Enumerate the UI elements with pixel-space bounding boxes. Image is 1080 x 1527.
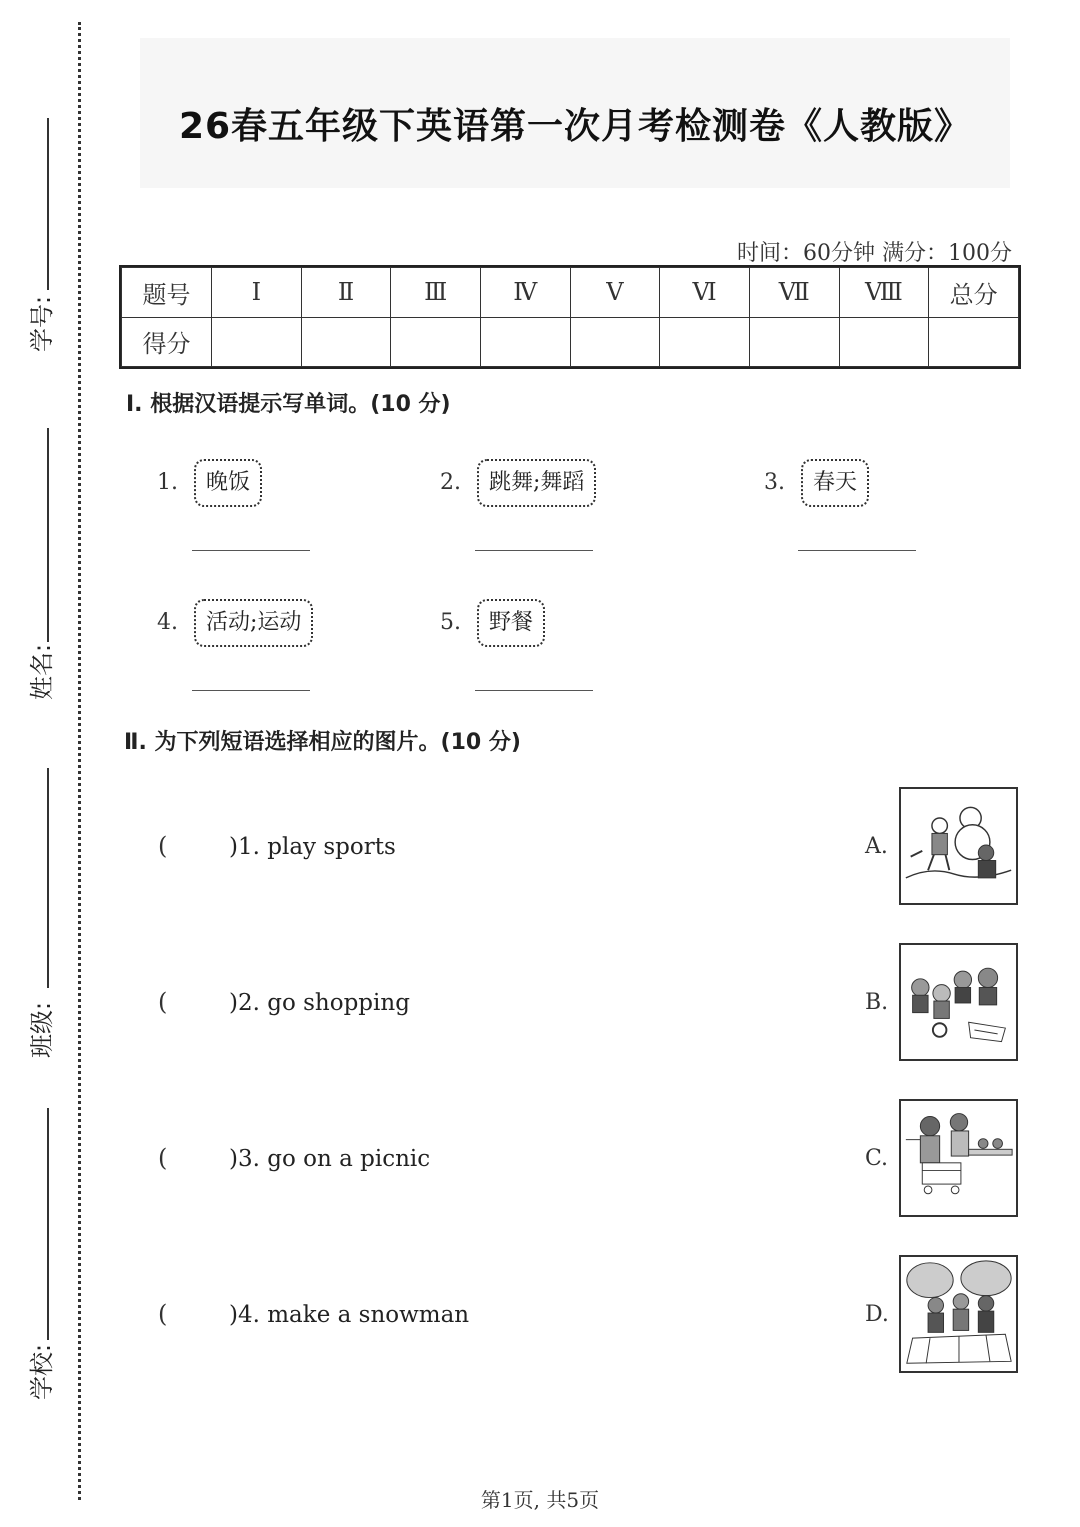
answer-slot[interactable] <box>176 1142 228 1176</box>
score-cell[interactable] <box>391 317 481 367</box>
exam-time-score-info: 时间：60分钟 满分：100分 <box>737 241 1012 266</box>
chinese-hint-box: 跳舞;舞蹈 <box>477 459 596 507</box>
school-line <box>47 1108 49 1340</box>
option-letter: B. <box>865 990 889 1015</box>
question-number: 3. <box>764 470 785 495</box>
picnic-illustration <box>901 1257 1016 1371</box>
score-cell[interactable] <box>480 317 570 367</box>
chinese-hint-box: 晚饭 <box>194 459 262 507</box>
name-line <box>47 428 49 642</box>
item-phrase: make a snowman <box>267 1302 470 1328</box>
column-header: Ⅲ <box>391 268 481 318</box>
score-cell[interactable] <box>301 317 391 367</box>
score-cell[interactable] <box>212 317 302 367</box>
answer-blank[interactable] <box>475 690 593 691</box>
column-header: Ⅶ <box>749 268 839 318</box>
answer-paren-open: ( <box>158 1300 168 1328</box>
student-id-line <box>47 118 49 290</box>
column-header: Ⅷ <box>839 268 929 318</box>
item-number: )4. <box>229 1302 260 1328</box>
shopping-illustration <box>901 1101 1016 1215</box>
question-number: 1. <box>157 470 178 495</box>
matching-item <box>229 1302 469 1328</box>
column-header: Ⅵ <box>660 268 750 318</box>
score-cell[interactable] <box>660 317 750 367</box>
question-number: 2. <box>440 470 461 495</box>
answer-blank[interactable] <box>192 690 310 691</box>
option-letter: D. <box>865 1302 889 1327</box>
item-phrase: play sports <box>267 834 396 860</box>
answer-blank[interactable] <box>798 550 916 551</box>
score-table-score-row <box>122 317 1019 367</box>
score-cell[interactable] <box>570 317 660 367</box>
chinese-hint-box: 活动;运动 <box>194 599 313 647</box>
answer-blank[interactable] <box>192 550 310 551</box>
row-label-question-number: 题号 <box>122 268 212 318</box>
item-phrase: go on a picnic <box>267 1146 431 1172</box>
item-number: )1. <box>229 834 260 860</box>
chinese-hint-box: 野餐 <box>477 599 545 647</box>
option-letter: A. <box>865 834 888 859</box>
section-1-title: Ⅰ. 根据汉语提示写单词。(10 分) <box>126 392 451 417</box>
chinese-hint-box: 春天 <box>801 459 869 507</box>
option-letter: C. <box>865 1146 889 1171</box>
matching-item <box>229 990 410 1016</box>
item-number: )2. <box>229 990 260 1016</box>
answer-slot[interactable] <box>176 1298 228 1332</box>
row-label-score: 得分 <box>122 317 212 367</box>
sports-illustration <box>901 945 1016 1059</box>
matching-item <box>229 1146 430 1172</box>
answer-paren-open: ( <box>158 1144 168 1172</box>
answer-paren-open: ( <box>158 832 168 860</box>
section-2-title: Ⅱ. 为下列短语选择相应的图片。(10 分) <box>124 730 521 755</box>
score-cell[interactable] <box>749 317 839 367</box>
score-table <box>119 265 1021 369</box>
answer-paren-open: ( <box>158 988 168 1016</box>
column-header: Ⅰ <box>212 268 302 318</box>
score-cell[interactable] <box>839 317 929 367</box>
page-title: 26春五年级下英语第一次月考检测卷《人教版》 <box>178 106 972 147</box>
item-number: )3. <box>229 1146 260 1172</box>
shopping-picture <box>899 1099 1018 1217</box>
column-header: Ⅱ <box>301 268 391 318</box>
picnic-picture <box>899 1255 1018 1373</box>
binding-dotted-line <box>78 22 81 1500</box>
answer-slot[interactable] <box>176 830 228 864</box>
class-label: 班级: <box>28 1001 56 1058</box>
score-cell-total[interactable] <box>929 317 1019 367</box>
page-number-footer: 第1页, 共5页 <box>480 1488 600 1512</box>
item-phrase: go shopping <box>267 990 410 1016</box>
student-id-label: 学号: <box>28 295 56 352</box>
snowman-picture <box>899 787 1018 905</box>
answer-blank[interactable] <box>475 550 593 551</box>
question-number: 4. <box>157 610 178 635</box>
matching-item <box>229 834 396 860</box>
question-number: 5. <box>440 610 461 635</box>
class-line <box>47 768 49 988</box>
column-header: Ⅴ <box>570 268 660 318</box>
score-table-header-row <box>122 268 1019 318</box>
answer-slot[interactable] <box>176 986 228 1020</box>
name-label: 姓名: <box>28 643 56 700</box>
snowman-illustration <box>901 789 1016 903</box>
column-header: Ⅳ <box>480 268 570 318</box>
column-header-total: 总分 <box>929 268 1019 318</box>
school-label: 学校: <box>28 1343 56 1400</box>
sports-picture <box>899 943 1018 1061</box>
